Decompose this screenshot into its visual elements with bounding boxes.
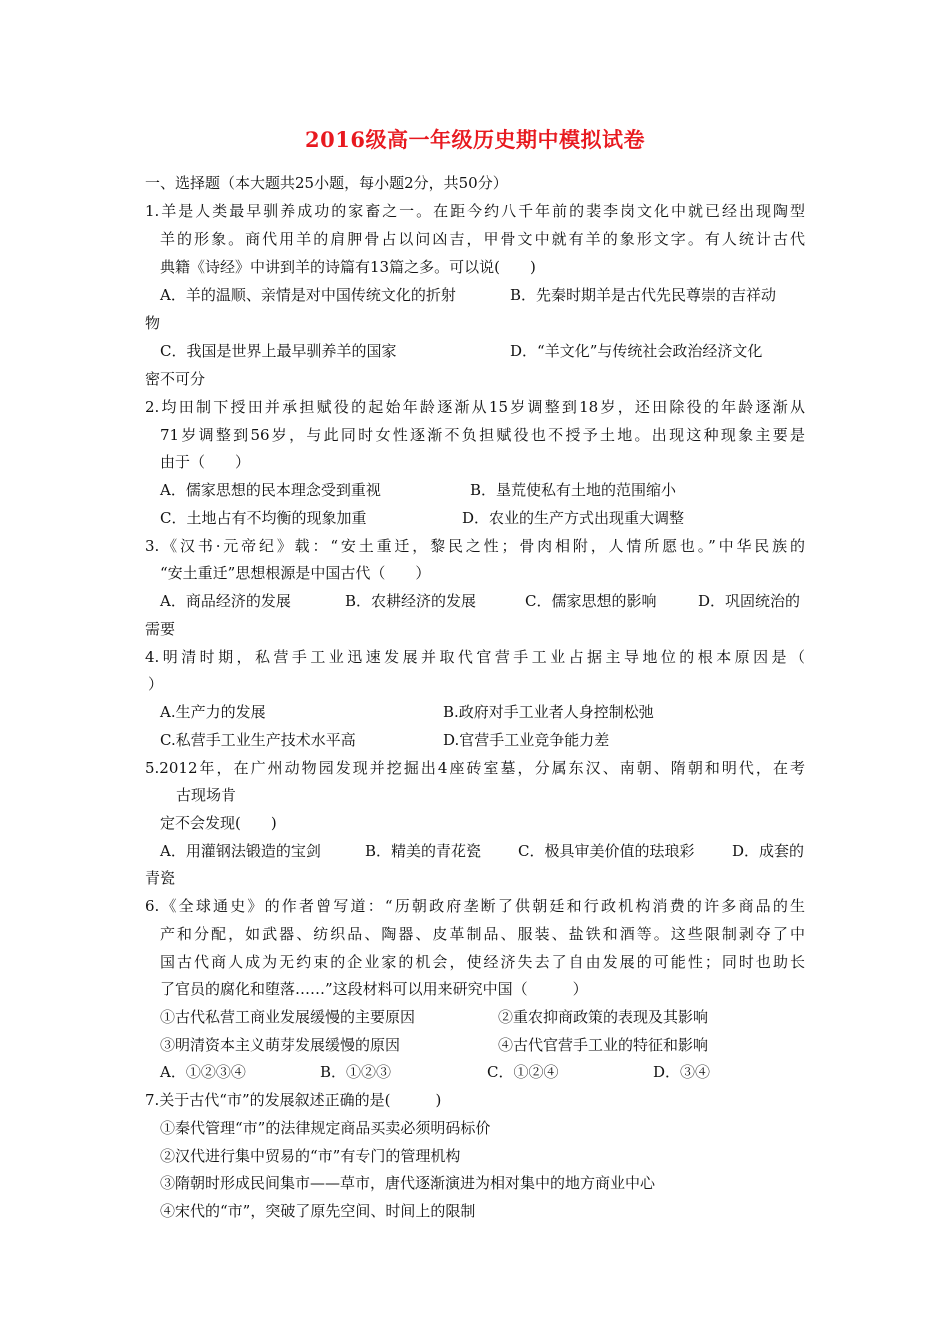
q7-stem-line-1: 7.关于古代“市”的发展叙述正确的是( ): [145, 1091, 442, 1109]
q6-statement-3: ③明清资本主义萌芽发展缓慢的原因: [160, 1036, 401, 1054]
q2-option-b: B．垦荒使私有土地的范围缩小: [470, 481, 677, 499]
q5-stem-line-2: 古现场肯: [176, 786, 237, 804]
q2-option-a: A．儒家思想的民本理念受到重视: [160, 481, 381, 499]
q7-statement-2: ②汉代进行集中贸易的“市”有专门的管理机构: [160, 1147, 461, 1165]
q7-statement-3: ③隋朝时形成民间集市——草市，唐代逐渐演进为相对集中的地方商业中心: [160, 1174, 656, 1192]
q2-option-c: C．土地占有不均衡的现象加重: [160, 509, 367, 527]
q3-option-a: A．商品经济的发展: [160, 592, 291, 610]
q6-stem-line-1: 6.《全球通史》的作者曾写道：“历朝政府垄断了供朝廷和行政机构消费的许多商品的生: [145, 897, 805, 915]
page-title: 2016级高一年级历史期中模拟试卷: [305, 127, 645, 152]
q1-option-b-cont: 物: [145, 314, 161, 332]
q2-stem-line-2: 71岁调整到56岁，与此同时女性逐渐不负担赋役也不授予土地。出现这种现象主要是: [160, 426, 805, 444]
q5-option-b: B．精美的青花瓷: [365, 842, 482, 860]
q1-stem-line-2: 羊的形象。商代用羊的肩胛骨占以问凶吉，甲骨文中就有羊的象形文字。有人统计古代: [160, 230, 805, 248]
q6-stem-line-4: 了官员的腐化和堕落……”这段材料可以用来研究中国（ ）: [160, 980, 588, 998]
q2-option-d: D．农业的生产方式出现重大调整: [462, 509, 685, 527]
section-heading: 一、选择题（本大题共25小题，每小题2分，共50分）: [145, 174, 508, 192]
q6-stem-line-2: 产和分配，如武器、纺织品、陶器、皮革制品、服装、盐铁和酒等。这些限制剥夺了中: [160, 925, 805, 943]
q1-stem-line-1: 1.羊是人类最早驯养成功的家畜之一。在距今约八千年前的裴李岗文化中就已经出现陶型: [145, 202, 805, 220]
q7-statement-4: ④宋代的“市”，突破了原先空间、时间上的限制: [160, 1202, 476, 1220]
q6-option-c: C．①②④: [487, 1063, 559, 1081]
q4-stem-line-2: ）: [148, 675, 164, 693]
q6-option-b: B．①②③: [320, 1063, 392, 1081]
q7-statement-1: ①秦代管理“市”的法律规定商品买卖必须明码标价: [160, 1119, 491, 1137]
q5-stem-line-1: 5.2012年，在广州动物园发现并挖掘出4座砖室墓，分属东汉、南朝、隋朝和明代，在考: [145, 759, 805, 777]
q3-option-d: D．巩固统治的: [698, 592, 801, 610]
q3-option-d-cont: 需要: [145, 620, 176, 638]
q3-stem-line-2: “安土重迁”思想根源是中国古代（ ）: [160, 564, 431, 582]
q1-option-d: D．“羊文化”与传统社会政治经济文化: [510, 342, 763, 360]
q5-stem-line-3: 定不会发现( ): [160, 814, 277, 832]
q6-statement-4: ④古代官营手工业的特征和影响: [498, 1036, 709, 1054]
q5-option-a: A．用灌钢法锻造的宝剑: [160, 842, 321, 860]
q6-option-a: A．①②③④: [160, 1063, 246, 1081]
q5-option-d: D．成套的: [732, 842, 805, 860]
q4-option-d: D.官营手工业竞争能力差: [443, 731, 610, 749]
q2-stem-line-1: 2.均田制下授田并承担赋役的起始年龄逐渐从15岁调整到18岁，还田除役的年龄逐渐从: [145, 398, 805, 416]
q3-option-c: C．儒家思想的影响: [525, 592, 657, 610]
q3-option-b: B．农耕经济的发展: [345, 592, 477, 610]
q5-option-c: C．极具审美价值的珐琅彩: [518, 842, 695, 860]
q4-option-b: B.政府对手工业者人身控制松弛: [443, 703, 654, 721]
q1-option-b: B．先秦时期羊是古代先民尊崇的吉祥动: [510, 286, 777, 304]
q6-statement-1: ①古代私营工商业发展缓慢的主要原因: [160, 1008, 416, 1026]
q1-option-d-cont: 密不可分: [145, 370, 206, 388]
q1-option-a: A．羊的温顺、亲情是对中国传统文化的折射: [160, 286, 456, 304]
q6-stem-line-3: 国古代商人成为无约束的企业家的机会，使经济失去了自由发展的可能性；同时也助长: [160, 953, 805, 971]
q4-stem-line-1: 4.明清时期，私营手工业迅速发展并取代官营手工业占据主导地位的根本原因是（: [145, 648, 805, 666]
q4-option-c: C.私营手工业生产技术水平高: [160, 731, 356, 749]
q2-stem-line-3: 由于（ ）: [160, 453, 251, 471]
q1-stem-line-3: 典籍《诗经》中讲到羊的诗篇有13篇之多。可以说( ): [160, 258, 536, 276]
q5-option-d-cont: 青瓷: [145, 869, 176, 887]
q6-statement-2: ②重农抑商政策的表现及其影响: [498, 1008, 709, 1026]
q6-option-d: D．③④: [653, 1063, 711, 1081]
q3-stem-line-1: 3.《汉书·元帝纪》载：“安土重迁，黎民之性；骨肉相附，人情所愿也。”中华民族的: [145, 537, 805, 555]
q1-option-c: C．我国是世界上最早驯养羊的国家: [160, 342, 397, 360]
q4-option-a: A.生产力的发展: [160, 703, 266, 721]
